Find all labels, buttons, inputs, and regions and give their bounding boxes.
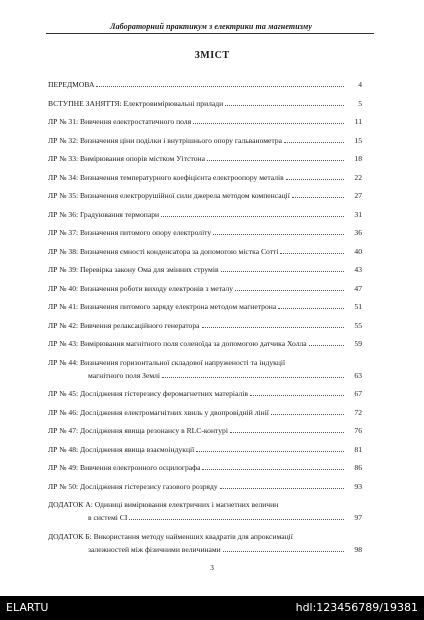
toc-entry[interactable]: [48, 358, 362, 380]
toc-entry-page: 63: [354, 370, 362, 380]
toc-entry[interactable]: [48, 445, 362, 454]
toc-entry[interactable]: [48, 302, 362, 311]
toc-leader-dots: [161, 210, 344, 217]
toc-leader-dots: [271, 408, 344, 415]
header-rule: [46, 33, 374, 34]
toc-entry-title: ЛР № 42: Вивчення релаксаційного генератора: [48, 320, 200, 330]
toc-leader-dots: [286, 173, 344, 180]
toc-entry-continuation: магнітного поля Землі: [88, 370, 161, 380]
toc-entry-title: ЛР № 44: Визначення горизонтальної складової напруженості та індукції: [48, 357, 286, 367]
toc-entry[interactable]: [48, 210, 362, 219]
toc-entry-continuation: залежностей між фізичними величинами: [88, 544, 221, 554]
toc-entry-title: ЛР № 43: Вимірювання магнітного поля соленоїда за допомогою датчика Холла: [48, 339, 307, 348]
toc-entry-page: 98: [354, 544, 362, 554]
toc-entry-title: ЛР № 46: Дослідження електромагнітних хвиль у двопровідній лінії: [48, 407, 269, 417]
toc-leader-dots: [207, 154, 344, 161]
toc-entry-continuation: в системі СІ: [88, 513, 128, 522]
toc-entry-title: ЛР № 50: Дослідження гістерезису газового розряду: [48, 481, 218, 491]
toc-entry-page: 47: [354, 283, 362, 293]
toc-entry-page: 15: [354, 135, 362, 145]
toc-entry-page: 31: [354, 209, 362, 219]
toc-entry-page: 4: [358, 80, 362, 89]
toc-entry-page: 18: [354, 154, 362, 163]
toc-entry[interactable]: [48, 284, 362, 293]
toc-entry[interactable]: [48, 173, 362, 182]
toc-entry-page: 97: [354, 513, 362, 522]
toc-entry-title: ЛР № 49: Вивчення електронного осцилографа: [48, 463, 201, 472]
toc-entry-page: 86: [354, 463, 362, 472]
toc-entry-page: 93: [354, 481, 362, 491]
toc-entry-page: 36: [354, 228, 362, 237]
toc-entry-page: 59: [354, 339, 362, 348]
toc-entry[interactable]: [48, 117, 362, 126]
toc-entry-title: ЛР № 36: Градуювання термопари: [48, 209, 160, 219]
toc-entry[interactable]: [48, 80, 362, 89]
toc-leader-dots: [225, 99, 344, 106]
toc-entry-title: ЛР № 47: Дослідження явища резонансу в RLC-контурі: [48, 426, 228, 435]
toc-entry[interactable]: [48, 463, 362, 472]
toc-entry-page: 51: [354, 302, 362, 311]
toc-leader-dots: [284, 136, 344, 143]
toc-leader-dots: [220, 482, 344, 489]
toc-leader-dots: [230, 426, 344, 433]
toc-entry-title: ЛР № 32: Визначення ціни поділки і внутрішнього опору гальванометра: [48, 135, 282, 145]
toc-entry-page: 76: [354, 426, 362, 435]
toc-leader-dots: [292, 191, 344, 198]
toc-leader-dots: [250, 389, 344, 396]
toc-entry-title: ЛР № 48: Дослідження явища взаємоіндукції: [48, 444, 195, 454]
toc-entry[interactable]: [48, 389, 362, 398]
toc-entry[interactable]: [48, 339, 362, 348]
toc-entry-title: ЛР № 37: Визначення питомого опору електроліту: [48, 228, 212, 237]
toc-entry-page: 72: [354, 407, 362, 417]
toc-entry-page: 40: [354, 246, 362, 256]
toc-title: ЗМІСТ: [194, 50, 230, 61]
toc-leader-dots: [213, 228, 344, 235]
handle-identifier: hdl:123456789/19381: [295, 601, 418, 614]
toc-entry-page: 67: [354, 389, 362, 398]
page-number: 3: [210, 563, 214, 572]
toc-leader-dots: [278, 302, 344, 309]
toc-entry[interactable]: [48, 265, 362, 274]
toc-entry-title: ЛР № 33: Вимірювання опорів містком Уітстона: [48, 154, 205, 163]
toc-entry-title: ЛР № 31: Вивчення електростатичного поля: [48, 117, 192, 126]
toc-entry[interactable]: [48, 408, 362, 417]
toc-leader-dots: [162, 371, 344, 378]
viewer-footer-bar: [0, 596, 424, 620]
toc-entry[interactable]: [48, 532, 362, 554]
toc-entry-title: ДОДАТОК Б: Використання методу найменших квадратів для апроксимації: [48, 531, 293, 541]
toc-leader-dots: [223, 545, 344, 552]
toc-entry[interactable]: [48, 136, 362, 145]
toc-entry[interactable]: [48, 154, 362, 163]
toc-entry-title: ЛР № 38: Визначення ємності конденсатора за допомогою містка Сотті: [48, 246, 279, 256]
toc-entry[interactable]: [48, 426, 362, 435]
toc-leader-dots: [196, 445, 344, 452]
toc-entry-title: ЛР № 35: Визначення електрорушійної сили джерела методом компенсації: [48, 191, 290, 200]
toc-entry-title: ВСТУПНЕ ЗАНЯТТЯ: Електровимірювальні прилади: [48, 98, 224, 108]
toc-entry-page: 11: [354, 117, 362, 126]
toc-entry[interactable]: [48, 99, 362, 108]
toc-entry-title: ЛР № 40: Визначення роботи виходу електронів з металу: [48, 283, 234, 293]
toc-entry-page: 5: [358, 98, 362, 108]
toc-entry[interactable]: [48, 482, 362, 491]
toc-entry-title: ЛР № 45: Дослідження гістерезису феромагнетних матеріалів: [48, 389, 248, 398]
toc-entry-page: 81: [354, 444, 362, 454]
toc-entry-page: 27: [354, 191, 362, 200]
toc-entry-title: ДОДАТОК А: Одиниці вимірювання електричних і магнетних величин: [48, 500, 279, 509]
repository-name: ELARTU: [6, 601, 49, 614]
toc-entry-page: 55: [354, 320, 362, 330]
running-header: Лабораторний практикум з електрики та магнетизму: [109, 22, 312, 31]
toc-leader-dots: [96, 80, 344, 87]
toc-entry-title: ЛР № 39: Перевірка закону Ома для змінних струмів: [48, 265, 219, 274]
table-of-contents: [48, 80, 362, 554]
toc-leader-dots: [202, 463, 344, 470]
toc-entry-title: ЛР № 34: Визначення температурного коефіцієнта електроопору металів: [48, 172, 284, 182]
toc-entry[interactable]: [48, 191, 362, 200]
toc-leader-dots: [129, 513, 344, 520]
toc-entry-page: 22: [354, 172, 362, 182]
toc-leader-dots: [235, 284, 344, 291]
toc-entry-page: 43: [354, 265, 362, 274]
toc-leader-dots: [221, 265, 344, 272]
toc-entry[interactable]: [48, 500, 362, 522]
toc-entry[interactable]: [48, 228, 362, 237]
toc-entry[interactable]: [48, 321, 362, 330]
toc-leader-dots: [202, 321, 344, 328]
toc-leader-dots: [193, 117, 344, 124]
toc-entry-title: ЛР № 41: Визначення питомого заряду електрона методом магнетрона: [48, 302, 277, 311]
toc-leader-dots: [309, 339, 344, 346]
toc-entry[interactable]: [48, 247, 362, 256]
toc-entry-title: ПЕРЕДМОВА: [48, 80, 95, 89]
toc-leader-dots: [280, 247, 344, 254]
